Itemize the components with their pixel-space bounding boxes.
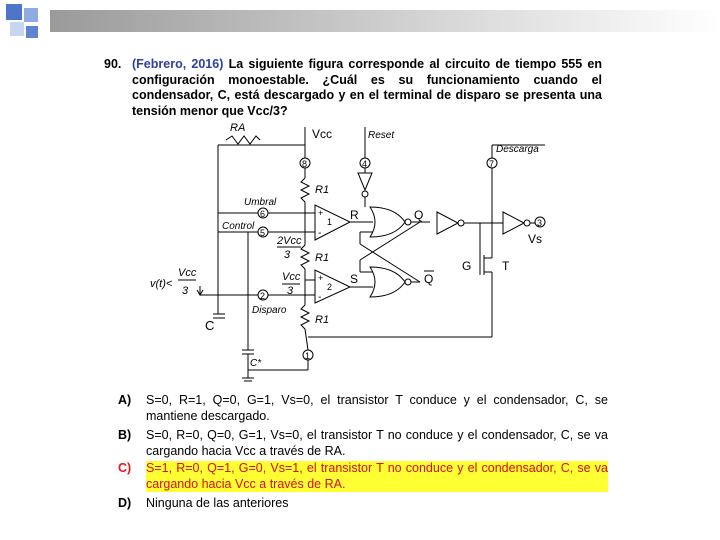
- control-label: Control: [222, 221, 255, 232]
- svg-text:2: 2: [327, 282, 333, 292]
- pin-2: [258, 290, 268, 301]
- option-a-text: S=0, R=1, Q=0, G=1, Vs=0, el transistor T conduce y el condensador, C, se mantiene descargado.: [146, 393, 608, 423]
- svg-text:8: 8: [302, 159, 308, 169]
- pin-8: [300, 158, 310, 169]
- r-input-label: R: [350, 208, 359, 222]
- c-label: C: [205, 318, 215, 333]
- t-label: T: [502, 259, 510, 273]
- svg-text:+: +: [318, 208, 324, 218]
- umbral-label: Umbral: [244, 197, 277, 208]
- r1-mid-label: R1: [315, 252, 330, 264]
- svg-text:+: +: [318, 273, 324, 283]
- pin-5: [258, 227, 268, 238]
- reset-inverter: [358, 173, 372, 190]
- svg-text:-: -: [318, 228, 322, 239]
- reset-label: Reset: [368, 130, 395, 141]
- vs-label: Vs: [528, 232, 543, 246]
- vt-vcc: Vcc: [178, 267, 197, 279]
- ra-label: RA: [230, 122, 246, 134]
- g-label: G: [462, 259, 472, 273]
- nor-gate-r: [370, 207, 405, 237]
- pin-3: [535, 217, 545, 228]
- svg-text:3: 3: [287, 285, 294, 297]
- option-d-text: Ninguna de las anteriores: [146, 496, 289, 510]
- ra-resistor: [226, 136, 260, 144]
- svg-text:3: 3: [537, 218, 543, 228]
- svg-text:3: 3: [284, 249, 291, 261]
- question-body: La siguiente figura corresponde al circuito de tiempo 555 en configuración monoestable. ¿Cuál es su funcionamiento cuando el condensador, C, está descargado y en el terminal de disparo se presenta una tensión menor que Vcc/3?: [132, 57, 602, 118]
- disparo-label: Disparo: [252, 305, 287, 316]
- question-source: (Febrero, 2016): [132, 57, 224, 71]
- two-vcc-label: 2Vcc: [277, 235, 302, 247]
- svg-text:1: 1: [327, 217, 333, 227]
- svg-text:6: 6: [260, 209, 266, 219]
- option-c[interactable]: [118, 461, 608, 492]
- svg-text:3: 3: [182, 285, 189, 297]
- r1-bot: [301, 305, 309, 329]
- option-c-letter: C): [118, 461, 132, 475]
- q-label: Q: [414, 208, 424, 222]
- option-a-letter: A): [118, 393, 132, 407]
- svg-text:-: -: [318, 292, 322, 303]
- descarga-label: Descarga: [496, 144, 539, 155]
- s-input-label: S: [350, 272, 359, 286]
- svg-text:7: 7: [489, 159, 495, 169]
- question-number: 90.: [104, 57, 122, 71]
- svg-text:2: 2: [260, 291, 266, 301]
- pin-1: [303, 350, 313, 361]
- svg-text:1: 1: [305, 351, 311, 361]
- pin-6: [258, 208, 268, 219]
- output-inverter-1: [437, 212, 458, 234]
- option-d[interactable]: [118, 496, 608, 512]
- option-a[interactable]: [118, 393, 608, 424]
- r1-mid: [301, 245, 309, 269]
- option-c-text: S=1, R=0, Q=1, G=0, Vs=1, el transistor T no conduce y el condensador, C, se va cargando hacia Vcc a través de RA.: [146, 461, 608, 491]
- vcc-3-label: Vcc: [282, 271, 301, 283]
- svg-text:5: 5: [260, 228, 266, 238]
- r1-bot-label: R1: [315, 314, 330, 326]
- nor-gate-s: [370, 267, 405, 297]
- cstar-label: C*: [250, 358, 262, 369]
- svg-text:4: 4: [362, 159, 368, 169]
- qbar-label: Q: [424, 272, 434, 286]
- pin-4: [360, 158, 370, 169]
- r1-top: [301, 178, 309, 202]
- option-b-letter: B): [118, 428, 132, 442]
- pin-7: [487, 158, 497, 169]
- output-inverter-2: [503, 212, 524, 234]
- r1-top-label: R1: [315, 184, 330, 196]
- option-d-letter: D): [118, 496, 132, 510]
- option-b[interactable]: [118, 428, 608, 459]
- vt-label: v(t)<: [150, 278, 173, 290]
- option-b-text: S=0, R=0, Q=0, G=1, Vs=0, el transistor T no conduce y el condensador, C, se va cargando hacia Vcc a través de RA.: [146, 428, 608, 458]
- vcc-label: Vcc: [312, 127, 333, 141]
